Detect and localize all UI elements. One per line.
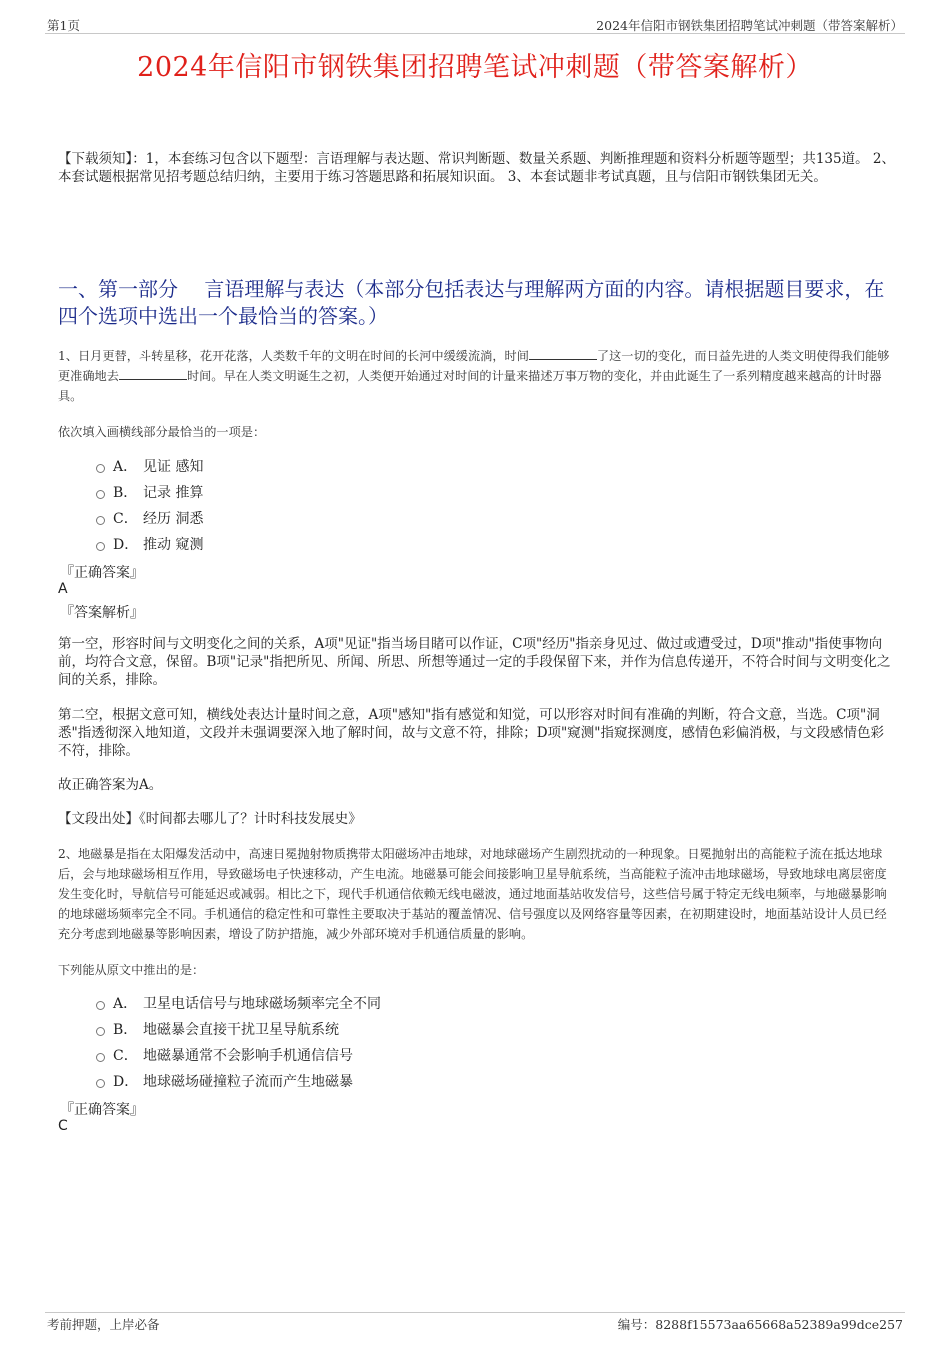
radio-icon[interactable] [96, 1001, 105, 1010]
analysis-paragraph-1: 第一空，形容时间与文明变化之间的关系，A项"见证"指当场目睹可以作证，C项"经历"指亲身见过、做过或遭受过，D项"推动"指使事物向前，均符合文意，保留。B项"记录"指把所见、所闻、所思、所想等通过一定的手段保留下来，并作为信息传递开，不符合时间与文明变化之间的关系，排除。 [58, 636, 891, 688]
header-doc-title: 2024年信阳市钢铁集团招聘笔试冲刺题（带答案解析） [596, 18, 903, 33]
option-a[interactable]: A． 卫星电话信号与地球磁场频率完全不同 [96, 990, 381, 1016]
question-1-prompt: 依次填入画横线部分最恰当的一项是： [58, 425, 266, 439]
option-b[interactable]: B． 记录 推算 [96, 479, 203, 505]
source-citation: 【文段出处】《时间都去哪儿了？计时科技发展史》 [58, 811, 362, 827]
page-footer [45, 1312, 905, 1332]
option-b[interactable]: B． 地磁暴会直接干扰卫星导航系统 [96, 1016, 381, 1042]
download-notice: 【下载须知】：1，本套练习包含以下题型：言语理解与表达题、常识判断题、数量关系题、判断推理题和资料分析题等题型；共135道。 2、本套试题根据常见招考题总结归纳，主要用于练习答题思路和拓展知识面。 3、本套试题非考试真题，且与信阳市钢铁集团无关。 [58, 151, 895, 185]
question-2-prompt: 下列能从原文中推出的是： [58, 963, 205, 977]
radio-icon[interactable] [96, 516, 105, 525]
radio-icon[interactable] [96, 1079, 105, 1088]
radio-icon[interactable] [96, 464, 105, 473]
document-title: 2024年信阳市钢铁集团招聘笔试冲刺题（带答案解析） [137, 52, 813, 83]
radio-icon[interactable] [96, 490, 105, 499]
section-heading: 一、第一部分 言语理解与表达（本部分包括表达与理解两方面的内容。请根据题目要求，在四个选项中选出一个最恰当的答案。） [58, 277, 885, 328]
page-number: 第1页 [47, 18, 80, 33]
answer-tag: 『正确答案』 [60, 565, 144, 581]
answer-value: C [58, 1118, 68, 1134]
option-d[interactable]: D． 地球磁场碰撞粒子流而产生地磁暴 [96, 1068, 381, 1094]
answer-value: A [58, 581, 68, 597]
option-d[interactable]: D． 推动 窥测 [96, 531, 203, 557]
option-a[interactable]: A． 见证 感知 [96, 453, 203, 479]
question-1-text: 1、日月更替，斗转星移，花开花落，人类数千年的文明在时间的长河中缓缓流淌，时间 了这一切的变化，而日益先进的人类文明使得我们能够更准确地去 时间。早在人类文明诞生之初，人类便开始通过对时间的计量来描述万事万物的变化，并由此诞生了一系列精度越来越高的计时器具。 [58, 349, 890, 403]
footer-slogan: 考前押题，上岸必备 [47, 1317, 160, 1332]
analysis-conclusion: 故正确答案为A。 [58, 777, 163, 793]
option-c[interactable]: C． 经历 洞悉 [96, 505, 203, 531]
analysis-tag: 『答案解析』 [60, 605, 144, 621]
radio-icon[interactable] [96, 1027, 105, 1036]
blank-1 [529, 347, 597, 360]
question-2-text: 2、地磁暴是指在太阳爆发活动中，高速日冕抛射物质携带太阳磁场冲击地球，对地球磁场产生剧烈扰动的一种现象。日冕抛射出的高能粒子流在抵达地球后，会与地球磁场相互作用，导致磁场电子快速移动，产生电流。地磁暴可能会间接影响卫星导航系统，当高能粒子流冲击地球磁场，导致地球电离层密度发生变化时，导航信号可能延迟或减弱。相比之下，现代手机通信依赖无线电磁波，通过地面基站收发信号，这些信号属于特定无线电频率，与地磁暴影响的地球磁场频率完全不同。手机通信的稳定性和可靠性主要取决于基站的覆盖情况、信号强度以及网络容量等因素，在初期建设时，地面基站设计人员已经充分考虑到地磁暴等影响因素，增设了防护措施，减少外部环境对手机通信质量的影响。 [58, 847, 887, 941]
question-1-options [96, 453, 203, 557]
radio-icon[interactable] [96, 542, 105, 551]
question-2-options [96, 990, 381, 1094]
answer-tag: 『正确答案』 [60, 1102, 144, 1118]
option-c[interactable]: C． 地磁暴通常不会影响手机通信信号 [96, 1042, 381, 1068]
radio-icon[interactable] [96, 1053, 105, 1062]
analysis-paragraph-2: 第二空，根据文意可知，横线处表达计量时间之意，A项"感知"指有感觉和知觉，可以形容对时间有准确的判断，符合文意，当选。C项"洞悉"指透彻深入地知道，文段并未强调要深入地了解时间，故与文意不符，排除；D项"窥测"指窥探测度，感情色彩偏消极，与文段感情色彩不符，排除。 [58, 707, 884, 759]
footer-serial: 编号：8288f15573aa65668a52389a99dce257 [617, 1317, 903, 1332]
page-header [45, 14, 905, 34]
blank-2 [119, 367, 187, 380]
